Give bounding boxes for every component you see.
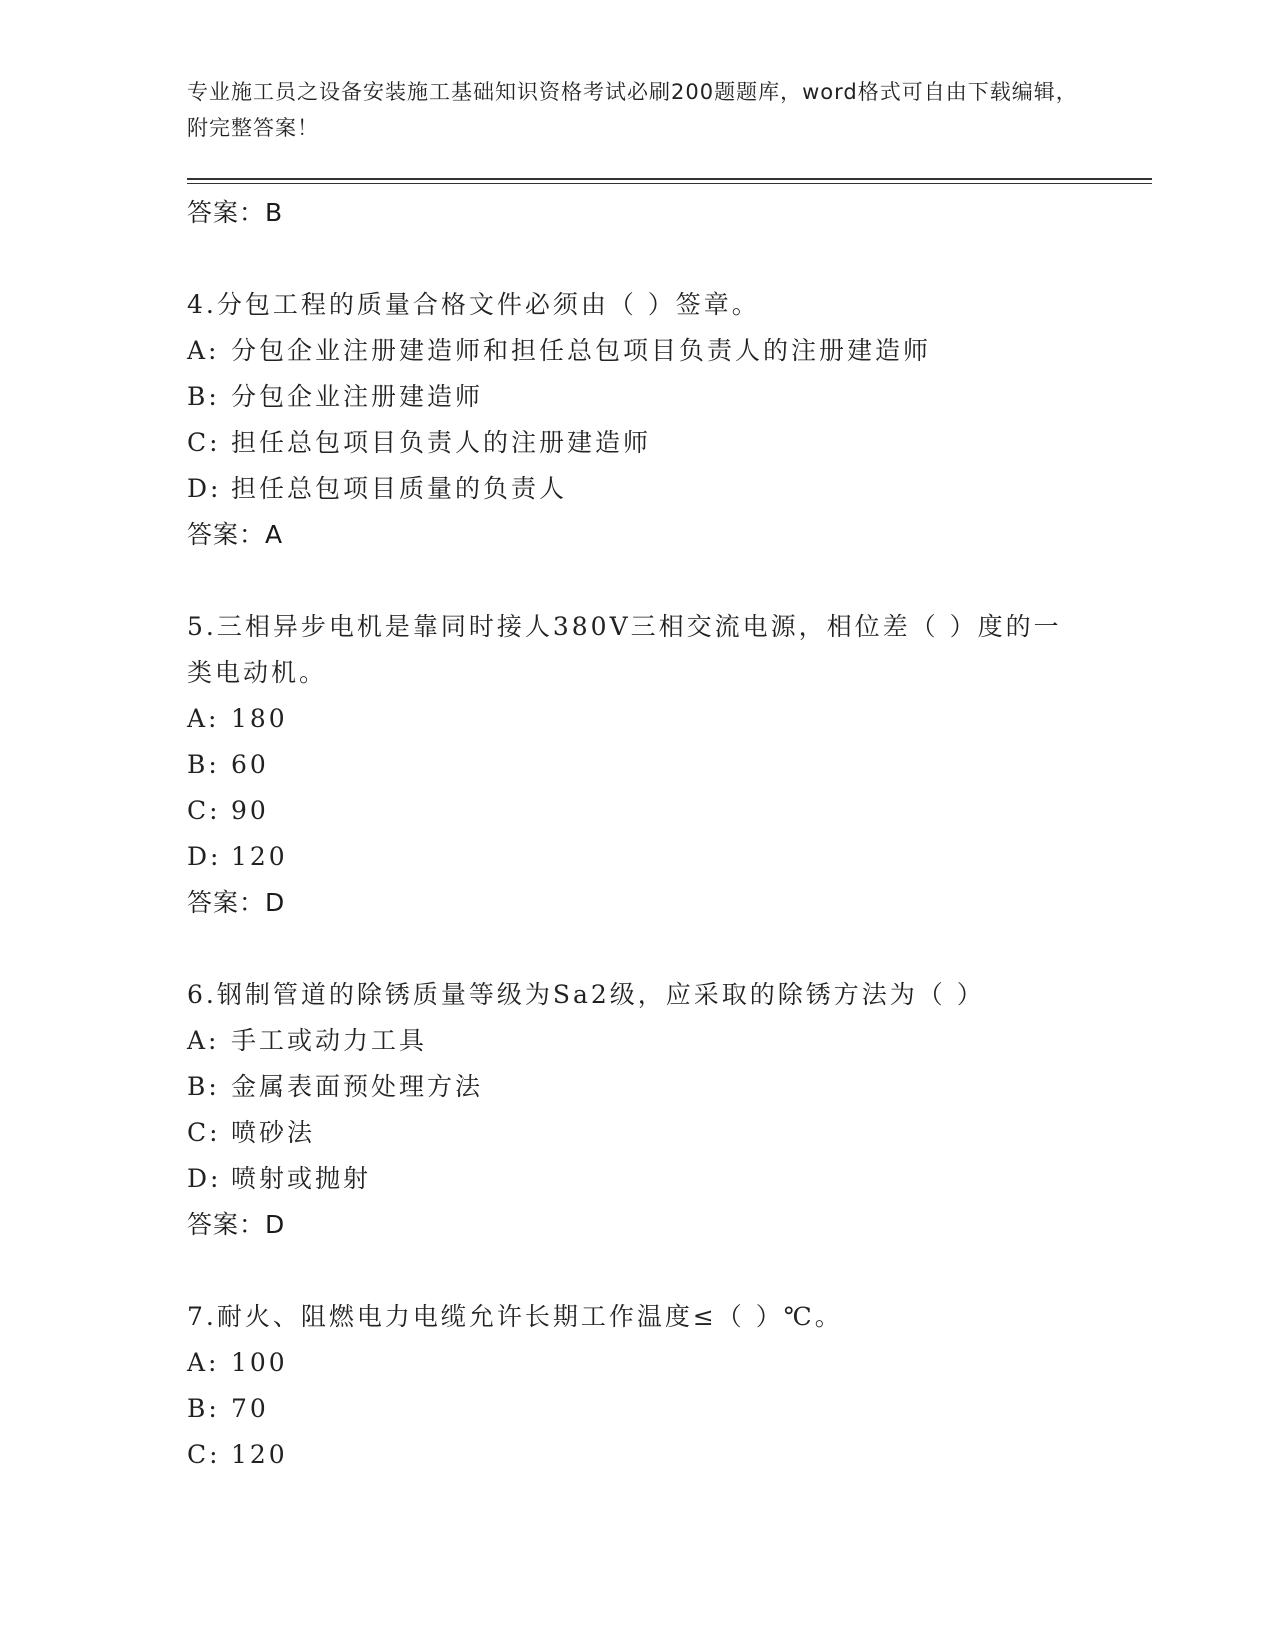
option-a (187, 1018, 1087, 1064)
option-label: D: (187, 842, 222, 871)
option-text: 手工或动力工具 (231, 1026, 428, 1055)
option-text: 分包企业注册建造师和担任总包项目负责人的注册建造师 (231, 336, 932, 365)
answer: 答案：D (187, 1210, 286, 1239)
option-text: 喷砂法 (231, 1118, 316, 1147)
question-text: 6.钢制管道的除锈质量等级为Sa2级，应采取的除锈方法为（ ） (187, 980, 985, 1009)
option-d (187, 466, 1087, 512)
option-label: C: (187, 428, 221, 457)
option-label: D: (187, 1164, 222, 1193)
option-text: 180 (231, 704, 288, 733)
option-b (187, 742, 1087, 788)
question-7 (187, 1294, 1087, 1478)
spacer (187, 926, 1087, 972)
option-b (187, 1386, 1087, 1432)
option-label: A: (187, 336, 220, 365)
option-a (187, 696, 1087, 742)
option-label: A: (187, 1026, 220, 1055)
document-header: 专业施工员之设备安装施工基础知识资格考试必刷200题题库，word格式可自由下载编辑，附完整答案！ (187, 80, 1078, 140)
header-divider-thin (187, 183, 1152, 184)
option-text: 担任总包项目负责人的注册建造师 (231, 428, 652, 457)
option-d (187, 834, 1087, 880)
option-text: 喷射或抛射 (231, 1164, 372, 1193)
spacer (187, 558, 1087, 604)
option-c (187, 788, 1087, 834)
option-label: A: (187, 704, 220, 733)
option-label: C: (187, 796, 221, 825)
option-b (187, 374, 1087, 420)
option-text: 90 (231, 796, 269, 825)
question-text: 5.三相异步电机是靠同时接人380V三相交流电源，相位差（ ）度的一类电动机。 (187, 612, 1062, 687)
question-6 (187, 972, 1087, 1248)
option-c (187, 1110, 1087, 1156)
option-text: 120 (231, 1440, 288, 1469)
option-label: C: (187, 1440, 221, 1469)
option-label: A: (187, 1348, 220, 1377)
option-label: B: (187, 1072, 220, 1101)
question-5 (187, 604, 1087, 926)
option-text: 120 (231, 842, 288, 871)
spacer (187, 236, 1087, 282)
option-text: 担任总包项目质量的负责人 (231, 474, 568, 503)
question-text: 7.耐火、阻燃电力电缆允许长期工作温度≤（ ）℃。 (187, 1302, 843, 1331)
option-label: B: (187, 750, 220, 779)
option-label: D: (187, 474, 222, 503)
option-text: 金属表面预处理方法 (231, 1072, 484, 1101)
option-b (187, 1064, 1087, 1110)
question-4 (187, 282, 1087, 558)
spacer (187, 1248, 1087, 1294)
option-text: 60 (231, 750, 269, 779)
option-text: 分包企业注册建造师 (231, 382, 484, 411)
option-c (187, 420, 1087, 466)
option-text: 70 (231, 1394, 269, 1423)
option-a (187, 328, 1087, 374)
answer: 答案：A (187, 520, 284, 549)
option-text: 100 (231, 1348, 288, 1377)
option-c (187, 1432, 1087, 1478)
header-divider-thick (187, 178, 1152, 180)
question-list (187, 190, 1087, 1478)
option-label: C: (187, 1118, 221, 1147)
option-d (187, 1156, 1087, 1202)
option-a (187, 1340, 1087, 1386)
option-label: B: (187, 382, 220, 411)
answer: 答案：D (187, 888, 286, 917)
option-label: B: (187, 1394, 220, 1423)
previous-answer: 答案：B (187, 198, 284, 227)
question-text: 4.分包工程的质量合格文件必须由（ ）签章。 (187, 290, 760, 319)
